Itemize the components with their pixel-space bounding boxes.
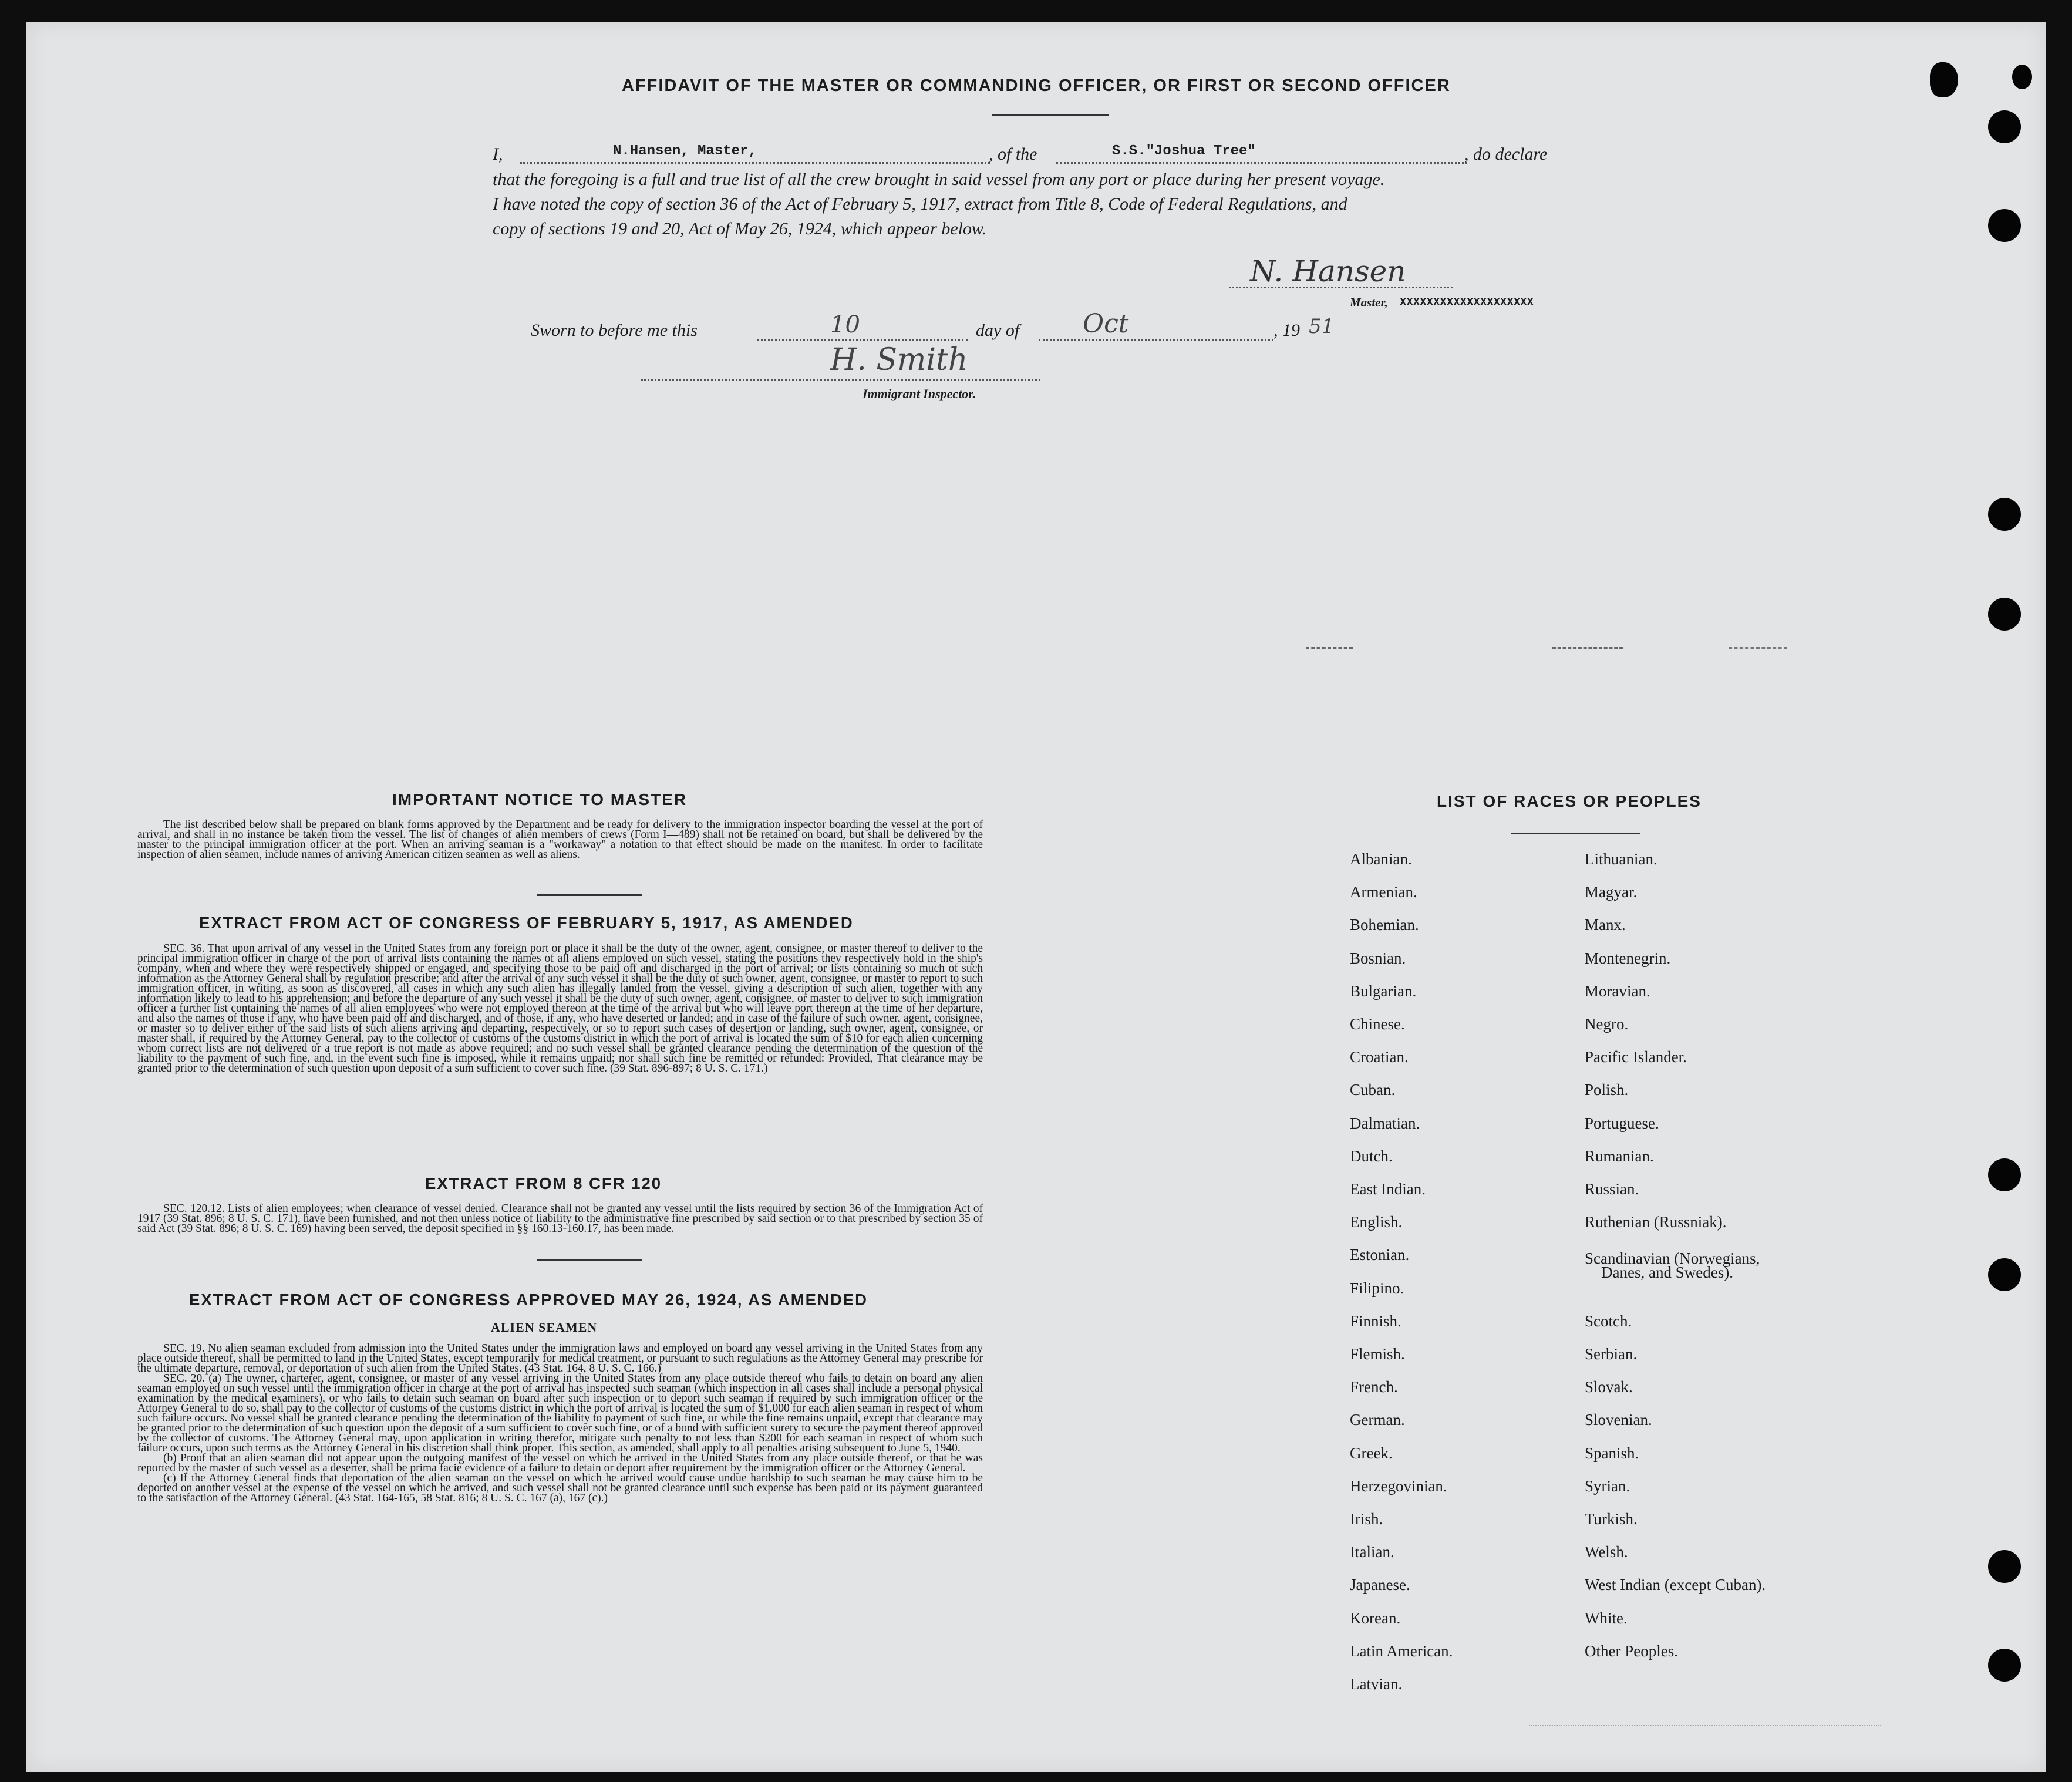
divider (537, 1259, 642, 1261)
inspector-line (641, 379, 1040, 381)
declarant-field: N.Hansen, Master, (613, 143, 757, 159)
race-item: Japanese. (1350, 1576, 1410, 1594)
race-item: Cuban. (1350, 1081, 1396, 1099)
declaration-line-4: copy of sections 19 and 20, Act of May 26, 1924, which appear below. (493, 219, 987, 238)
divider (992, 114, 1109, 116)
race-item: Korean. (1350, 1609, 1401, 1627)
race-item: White. (1585, 1609, 1628, 1627)
vessel-line (1056, 162, 1467, 164)
notice-text: The list described below shall be prepared on blank forms approved by the Department and be ready for delivery to the immigration inspector boarding the vessel at the port of arrival, and shall in no instance be taken from the vessel. The list of changes of alien members of crews (Form I—489) shall not be retained on board, but shall be delivered by the master to the principal immigration officer at the port. When an arriving seaman is a "workaway" a notation to that effect should be made on the manifest. In order to facilitate inspection of alien seamen, include names of arriving American citizen seamen as well as aliens. (137, 818, 983, 861)
bleed-through-mark (1529, 1725, 1881, 1726)
race-item: English. (1350, 1213, 1403, 1231)
race-item: Bohemian. (1350, 916, 1419, 934)
bleed-through-mark (1306, 647, 1353, 649)
declaration-line-3: I have noted the copy of section 36 of the Act of February 5, 1917, extract from Title 8, Code of Federal Regulations, and (493, 194, 1347, 214)
punch-hole (1988, 110, 2021, 143)
year-value: 51 (1309, 315, 1335, 338)
race-item: German. (1350, 1411, 1405, 1429)
race-item: Turkish. (1585, 1510, 1638, 1528)
extract-1917-title: EXTRACT FROM ACT OF CONGRESS OF FEBRUARY 5, 1917, AS AMENDED (199, 914, 854, 932)
race-item: West Indian (except Cuban). (1585, 1576, 1766, 1594)
race-item: Finnish. (1350, 1312, 1401, 1330)
extract-cfr-body (137, 1204, 983, 1234)
race-item: Herzegovinian. (1350, 1477, 1447, 1495)
extract-1924-body (137, 1343, 983, 1503)
race-item: Armenian. (1350, 883, 1417, 901)
race-item: Russian. (1585, 1180, 1639, 1198)
race-item: Moravian. (1585, 982, 1650, 1000)
punch-hole (1988, 1158, 2021, 1191)
race-item: Italian. (1350, 1543, 1394, 1561)
race-item: Irish. (1350, 1510, 1383, 1528)
vessel-field: S.S."Joshua Tree" (1112, 143, 1256, 159)
race-item: Scandinavian (Norwegians, (1585, 1249, 1760, 1268)
sec-20a-text: SEC. 20. (a) The owner, charterer, agent, consignee, or master of any vessel arriving in the United States from any place outside thereof who fails to detain on board any alien seaman employed on such vessel until the immigration officer in charge at the port of arrival has inspected such seaman (which inspection in all cases shall include a personal physical examination by the medical examiners), or who fails to detain such seaman on board after such inspection or to deport such seaman if required by such immigration officer or the Attorney General to do so, shall pay to the collector of customs of the customs district in which the port of arrival is located the sum of $1,000 for each alien seaman in respect of whom such failure occurs. No vessel shall be granted clearance pending the determination of the liability to payment of such fine, or while the fine remains unpaid, except that clearance may be granted prior to the determination of such question upon the deposit of a sum sufficient to cover such fine, or of a bond with sufficient surety to secure the payment thereof approved by the collector of customs. The Attorney General may, upon application in writing therefor, mitigate such penalty to not less than $200 for each seaman in respect of whom such failure occurs, upon such terms as the Attorney General in his discretion shall think proper. This section, as amended, shall apply to all penalties arising subsequent to June 5, 1940. (137, 1372, 983, 1454)
punch-hole (1988, 209, 2021, 242)
sec-19-text: SEC. 19. No alien seaman excluded from admission into the United States under the immigration laws and employed on board any vessel arriving in the United States from any place outside thereof, shall be permitted to land in the United States, except temporarily for medical treatment, or pursuant to such regulations as the Attorney General may prescribe for the ultimate departure, removal, or deportation of such alien from the United States. (43 Stat. 164, 8 U. S. C. 166.) (137, 1342, 983, 1375)
notice-body (137, 820, 983, 860)
master-signature: N. Hansen (1250, 254, 1406, 288)
sworn-label: Sworn to before me this (531, 321, 698, 340)
race-item: Danes, and Swedes). (1601, 1264, 1733, 1282)
race-item: Filipino. (1350, 1279, 1404, 1297)
race-item: Flemish. (1350, 1345, 1405, 1363)
affidavit-title: AFFIDAVIT OF THE MASTER OR COMMANDING OFFICER, OR FIRST OR SECOND OFFICER (622, 76, 1451, 95)
do-declare-label: , do declare (1464, 144, 1548, 164)
sec-20b-text: (b) Proof that an alien seaman did not appear upon the outgoing manifest of the vessel on which he arrived in the United States from any place outside thereof, or that he was reported by the master of such vessel as a deserter, shall be prima facie evidence of a failure to detain or deport after requirement by the immigration officer or the Attorney General. (137, 1452, 983, 1474)
race-item: Other Peoples. (1585, 1642, 1678, 1660)
race-item: Latin American. (1350, 1642, 1453, 1660)
sec-20c-text: (c) If the Attorney General finds that deportation of the alien seaman on the vessel on which he arrived would cause undue hardship to such seaman he may cause him to be deported on another vessel at the expense of the vessel on which he arrived, and such vessel shall not be granted clearance until such expense has been paid or its payment guaranteed to the satisfaction of the Attorney General. (43 Stat. 164-165, 58 Stat. 816; 8 U. S. C. 167 (a), 167 (c).) (137, 1472, 983, 1504)
race-item: Chinese. (1350, 1015, 1405, 1033)
race-item: Welsh. (1585, 1543, 1628, 1561)
race-item: Estonian. (1350, 1246, 1410, 1264)
race-item: French. (1350, 1378, 1398, 1396)
month-value: Oct (1083, 309, 1129, 339)
declarant-line (520, 162, 990, 164)
day-value: 10 (830, 311, 860, 338)
race-item: Scotch. (1585, 1312, 1632, 1330)
inspector-label: Immigrant Inspector. (863, 386, 976, 401)
punch-hole (1988, 1258, 2021, 1291)
declaration-line-2: that the foregoing is a full and true list of all the crew brought in said vessel from any port or place during her present voyage. (493, 170, 1385, 189)
race-item: Portuguese. (1585, 1114, 1659, 1132)
punch-hole (1930, 62, 1958, 97)
punch-hole (1988, 1649, 2021, 1682)
alien-seamen-subtitle: ALIEN SEAMEN (491, 1320, 598, 1335)
divider (1511, 833, 1640, 834)
extract-1924-title: EXTRACT FROM ACT OF CONGRESS APPROVED MAY 26, 1924, AS AMENDED (189, 1291, 868, 1309)
sec-36-text: SEC. 36. That upon arrival of any vessel in the United States from any foreign port or place it shall be the duty of the owner, agent, consignee, or master thereof to deliver to the principal immigration officer in charge of the port of arrival lists containing the names of all aliens employed on such vessel, stating the positions they respectively hold in the ship's company, when and where they were respectively shipped or engaged, and specifying those to be paid off and discharged in the port of arrival; or lists containing so much of such information as the Attorney General shall by regulation prescribe; and after the arrival of any such vessel it shall be the duty of such owner, agent, consignee, or master to report to such immigration officer, in writing, as soon as discovered, all cases in which any such alien has illegally landed from the vessel, giving a description of such alien, together with any information likely to lead to his apprehension; and before the departure of any such vessel it shall be the duty of such owner, agent, consignee, or master to deliver to such immigration officer a further list containing the names of all alien employees who were not employed thereon at the time of the arrival but who will leave port thereon at the time of her departure, and also the names of those if any, who have been paid off and discharged, and of those, if any, who have deserted or landed; and in case of the failure of such owner, agent, consignee, or master so to deliver either of the said lists of such aliens arriving and departing, respectively, or so to report such cases of desertion or landing, such owner, agent, consignee, or master shall, if required by the Attorney General, pay to the collector of customs of the customs district in which the port of arrival is located the sum of $10 for each alien concerning whom correct lists are not delivered or a true report is not made as above required; and no such vessel shall be granted clearance pending the determination of the question of the liability to the payment of such fine, and, in the event such fine is imposed, while it remains unpaid; nor shall such fine be remitted or refunded: Provided, That clearance may be granted prior to the determination of such question upon deposit of a sum sufficient to cover such fine. (39 Stat. 896-897; 8 U. S. C. 171.) (137, 942, 983, 1074)
inspector-signature: H. Smith (830, 342, 968, 378)
race-item: Negro. (1585, 1015, 1629, 1033)
day-line (757, 339, 968, 341)
punch-hole (1988, 598, 2021, 631)
race-item: Rumanian. (1585, 1147, 1654, 1165)
month-line (1039, 339, 1273, 341)
punch-hole (1988, 1550, 2021, 1583)
races-title: LIST OF RACES OR PEOPLES (1437, 792, 1702, 810)
punch-hole (2012, 65, 2032, 89)
bleed-through-mark (1729, 647, 1787, 649)
race-item: Croatian. (1350, 1048, 1409, 1066)
race-item: Dutch. (1350, 1147, 1393, 1165)
race-item: Ruthenian (Russniak). (1585, 1213, 1727, 1231)
race-item: Montenegrin. (1585, 949, 1671, 967)
master-struck-text: XXXXXXXXXXXXXXXXXXXX (1400, 296, 1534, 309)
bleed-through-mark (1552, 647, 1623, 649)
notice-title: IMPORTANT NOTICE TO MASTER (392, 790, 688, 809)
race-item: Spanish. (1585, 1444, 1639, 1462)
year-prefix: , 19 (1273, 321, 1300, 340)
sec-120-12-text: SEC. 120.12. Lists of alien employees; when clearance of vessel denied. Clearance shall not be granted any vessel until the lists required by section 36 of the Immigration Act of 1917 (39 Stat. 896; 8 U. S. C. 171), have been furnished, and not then unless notice of liability to the administrative fine prescribed by said section or to that prescribed by section 35 of said Act (39 Stat. 896; 8 U. S. C. 169) having been served, the deposit specified in §§ 160.13-160.17, has been made. (137, 1202, 983, 1235)
race-item: Polish. (1585, 1081, 1629, 1099)
race-item: Latvian. (1350, 1675, 1403, 1693)
race-item: Bulgarian. (1350, 982, 1417, 1000)
document-page (26, 22, 2046, 1772)
race-item: Slovenian. (1585, 1411, 1652, 1429)
extract-cfr-title: EXTRACT FROM 8 CFR 120 (425, 1174, 662, 1193)
i-label: I, (493, 144, 503, 164)
race-item: Slovak. (1585, 1378, 1633, 1396)
race-item: Dalmatian. (1350, 1114, 1420, 1132)
race-item: East Indian. (1350, 1180, 1426, 1198)
race-item: Manx. (1585, 916, 1626, 934)
race-item: Albanian. (1350, 850, 1412, 868)
punch-hole (1988, 498, 2021, 531)
of-the-label: , of the (989, 144, 1037, 164)
race-item: Syrian. (1585, 1477, 1630, 1495)
race-item: Bosnian. (1350, 949, 1406, 967)
race-item: Pacific Islander. (1585, 1048, 1687, 1066)
master-label: Master, (1350, 295, 1388, 309)
race-item: Greek. (1350, 1444, 1393, 1462)
divider (537, 894, 642, 896)
race-item: Serbian. (1585, 1345, 1638, 1363)
signature-line (1229, 287, 1453, 288)
extract-1917-body (137, 944, 983, 1073)
race-item: Magyar. (1585, 883, 1638, 901)
day-of-label: day of (976, 321, 1020, 340)
race-item: Lithuanian. (1585, 850, 1657, 868)
